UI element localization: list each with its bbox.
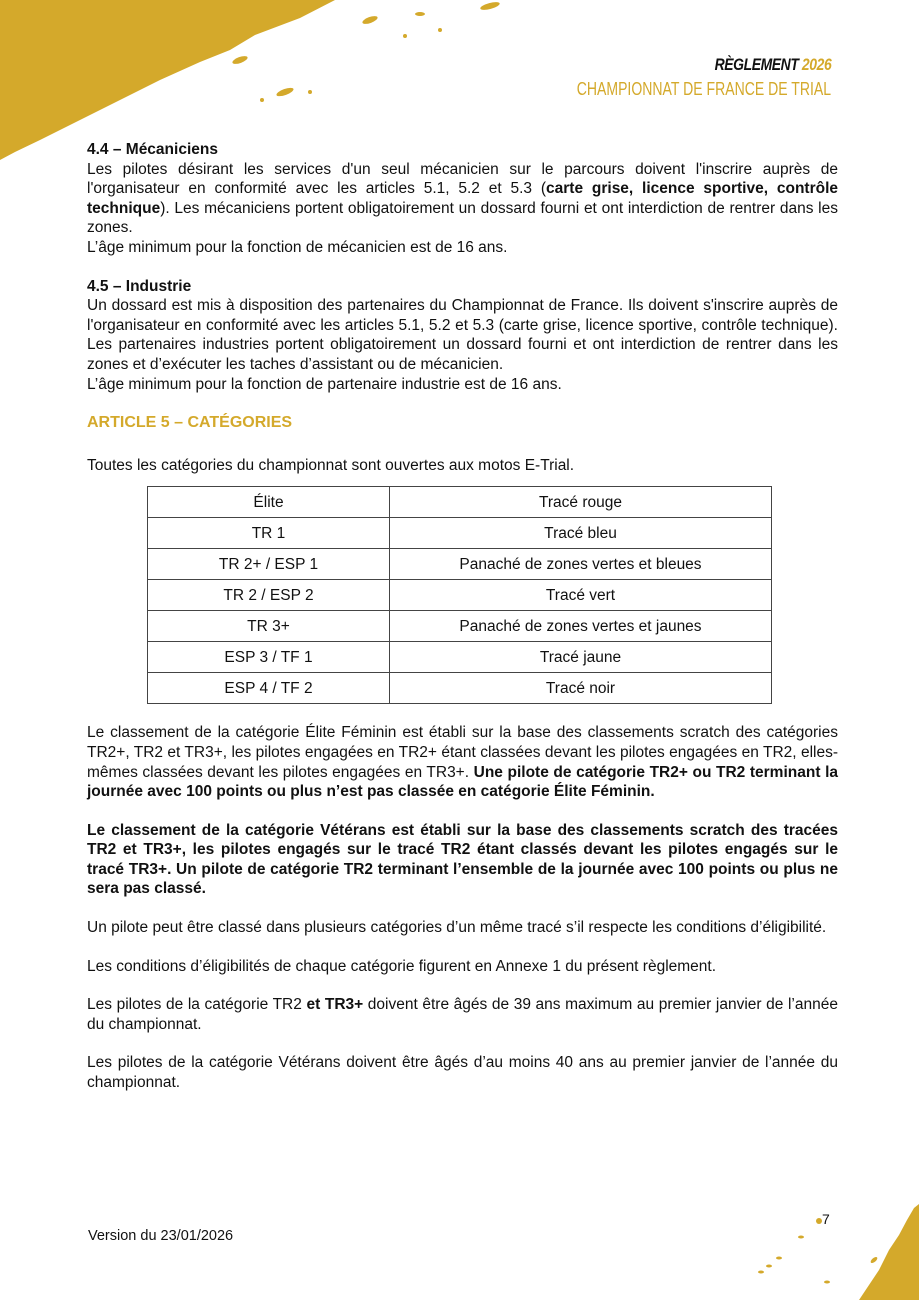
document-body bbox=[87, 140, 838, 1093]
paragraph-veterans: Le classement de la catégorie Vétérans est établi sur la base des classements scratch des tracées TR2 et TR3+, les pilotes engagés sur le tracé TR2 étant classés devant les pilotes engagés sur le tracé TR3+. Un pilote de catégorie TR2 terminant l’ensemble de la journée avec 100 points ou plus ne sera pas classé. bbox=[87, 821, 838, 898]
table-row: Élite Tracé rouge bbox=[148, 487, 772, 518]
page-number: 7 bbox=[822, 1211, 830, 1227]
table-row: ESP 4 / TF 2 Tracé noir bbox=[148, 673, 772, 704]
paragraph: L’âge minimum pour la fonction de mécanicien est de 16 ans. bbox=[87, 238, 508, 256]
paragraph-elite-feminin: Le classement de la catégorie Élite Féminin est établi sur la base des classements scratch des catégories TR2+, TR2 et TR3+, les pilotes engagées en TR2+ étant classées devant les pilotes engagées en TR2, elles-mêmes classées devant les pilotes engagées en TR3+. Une pilote de catégorie TR2+ ou TR2 terminant la journée avec 100 points ou plus n’est pas classée en catégorie Élite Féminin. bbox=[87, 724, 838, 801]
categories-table bbox=[147, 486, 772, 704]
table-row: TR 2+ / ESP 1 Panaché de zones vertes et bleues bbox=[148, 549, 772, 580]
table-row: TR 3+ Panaché de zones vertes et jaunes bbox=[148, 611, 772, 642]
document-header bbox=[505, 56, 831, 98]
paint-splash-bottom-right-decoration bbox=[699, 1190, 919, 1300]
header-subtitle: CHAMPIONNAT DE FRANCE DE TRIAL bbox=[576, 79, 831, 99]
footer-version: Version du 23/01/2026 bbox=[88, 1228, 234, 1244]
header-title: RÈGLEMENT 2026 bbox=[714, 55, 831, 74]
paragraph: Les pilotes de la catégorie Vétérans doivent être âgés d’au moins 40 ans au premier janvier de l’année du championnat. bbox=[87, 1054, 838, 1092]
table-row: TR 2 / ESP 2 Tracé vert bbox=[148, 580, 772, 611]
table-row: TR 1 Tracé bleu bbox=[148, 518, 772, 549]
section-heading-4-4: 4.4 – Mécaniciens bbox=[87, 141, 218, 158]
section-heading-4-5: 4.5 – Industrie bbox=[87, 277, 192, 295]
paragraph: L’âge minimum pour la fonction de partenaire industrie est de 16 ans. bbox=[87, 375, 562, 393]
paragraph: Toutes les catégories du championnat sont ouvertes aux motos E-Trial. bbox=[87, 456, 575, 474]
paragraph: Un dossard est mis à disposition des partenaires du Championnat de France. Ils doivent s'inscrire auprès de l'organisateur en conformité avec les articles 5.1, 5.2 et 5.3 (carte grise, licence sportive, contrôle technique). Les partenaires industries portent obligatoirement un dossard fourni et ont interdiction de rentrer dans les zones et d’exécuter les taches d’assistant ou de mécanicien. bbox=[87, 297, 838, 373]
paragraph: Les conditions d’éligibilités de chaque catégorie figurent en Annexe 1 du présent règlement. bbox=[87, 957, 717, 975]
paragraph: Un pilote peut être classé dans plusieurs catégories d’un même tracé s’il respecte les conditions d’éligibilité. bbox=[87, 919, 827, 937]
table-row: ESP 3 / TF 1 Tracé jaune bbox=[148, 642, 772, 673]
article-5-heading: ARTICLE 5 – CATÉGORIES bbox=[87, 414, 293, 432]
paragraph: Les pilotes de la catégorie TR2 et TR3+ doivent être âgés de 39 ans maximum au premier janvier de l’année du championnat. bbox=[87, 996, 838, 1033]
paragraph: Les pilotes désirant les services d'un seul mécanicien sur le parcours doivent l'inscrire auprès de l'organisateur en conformité avec les articles 5.1, 5.2 et 5.3 (carte grise, licence sportive, contrôle technique). Les mécaniciens portent obligatoirement un dossard fourni et ont interdiction de rentrer dans les zones. bbox=[87, 160, 838, 237]
